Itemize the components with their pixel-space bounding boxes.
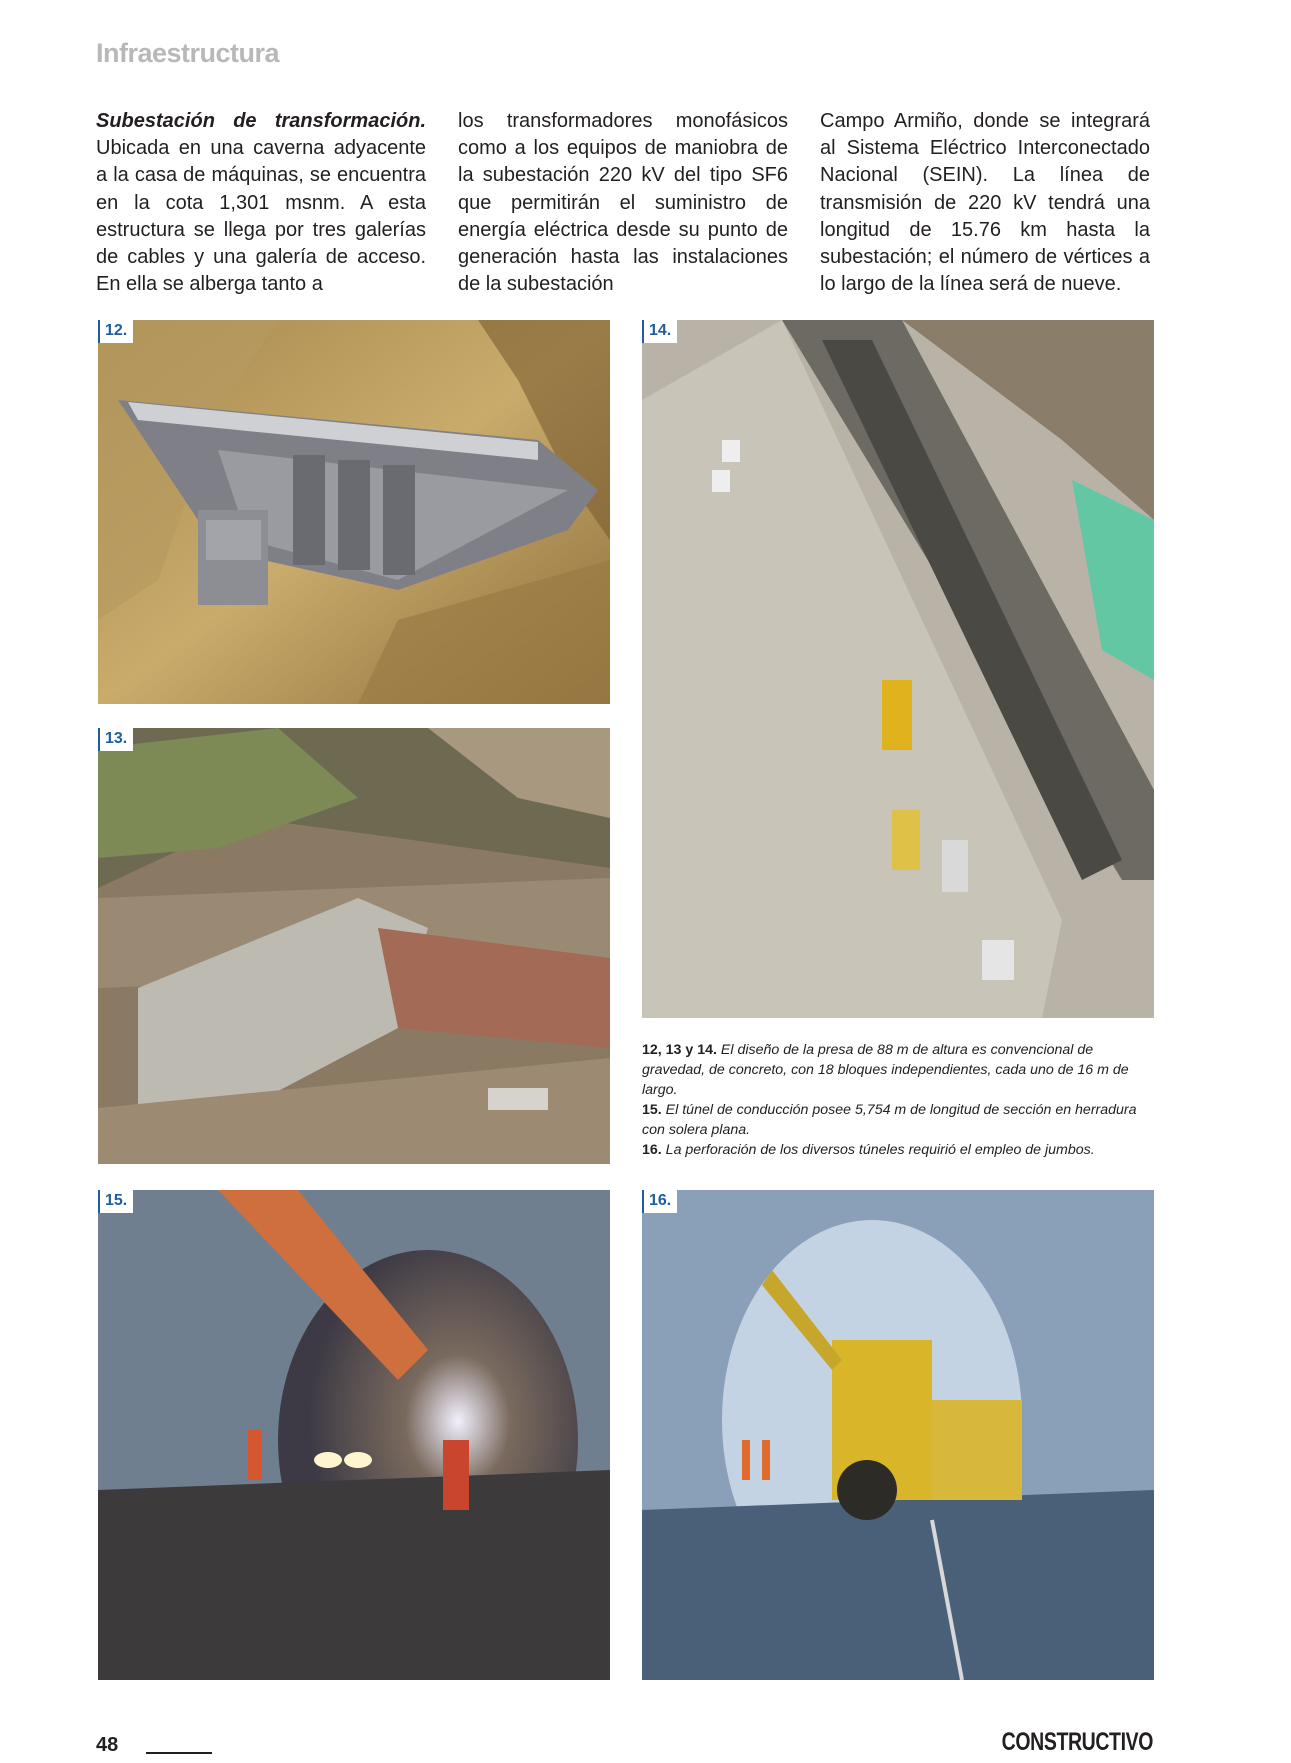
- article-column-2: los transformadores monofásicos como a los equipos de maniobra de la subestación 220 kV del tipo SF6 que permitirán el suministro de energía eléctrica desde su punto de generación hasta las instalaciones de la subestación: [458, 110, 788, 296]
- photo-jumbo-drill: [640, 1190, 1154, 1680]
- page-number: 48: [96, 1734, 119, 1756]
- caption-15: [642, 1100, 1154, 1140]
- photo-number-12: 12.: [98, 320, 133, 343]
- jumbo-drill-image: [642, 1190, 1154, 1680]
- photo-captions: [642, 1040, 1154, 1160]
- photo-number-13: 13.: [98, 728, 133, 751]
- article-column-1: [96, 108, 426, 298]
- photo-dam-construction: [96, 728, 610, 1164]
- dam-construction-image: [98, 728, 610, 1164]
- photo-dam-aerial: [640, 320, 1154, 1018]
- caption-text: El túnel de conducción posee 5,754 m de longitud de sección en herradura con solera plana.: [642, 1102, 1137, 1138]
- photo-dam-render: [96, 320, 610, 704]
- caption-number: 16.: [642, 1142, 662, 1158]
- article-lead: Subestación de transformación.: [96, 110, 426, 132]
- article-column-1-text: Ubicada en una caverna adyacente a la casa de máquinas, se encuentra en la cota 1,301 msnm. A esta estructura se llega por tres galerías de cables y una galería de acceso. En ella se alberga tanto a: [96, 137, 426, 296]
- caption-number: 12, 13 y 14.: [642, 1042, 717, 1058]
- magazine-brand-logo: CONSTRUCTIVO: [1001, 1728, 1153, 1756]
- dam-render-image: [98, 320, 610, 704]
- article-column-3: Campo Armiño, donde se integrará al Sistema Eléctrico Interconectado Nacional (SEIN). La línea de transmisión de 220 kV tendrá una longitud de 15.76 km hasta la subestación; el número de vértices a lo largo de la línea será de nueve.: [820, 110, 1150, 296]
- caption-text: El diseño de la presa de 88 m de altura es convencional de gravedad, de concreto, con 18 bloques independientes, cada uno de 16 m de largo.: [642, 1042, 1129, 1098]
- photo-number-15: 15.: [98, 1190, 133, 1213]
- section-title: Infraestructura: [96, 38, 280, 68]
- footer-rule: [146, 1752, 212, 1754]
- dam-aerial-image: [642, 320, 1154, 1018]
- photo-number-16: 16.: [642, 1190, 677, 1213]
- tunnel-image: [98, 1190, 610, 1680]
- photo-tunnel: [96, 1190, 610, 1680]
- photo-number-14: 14.: [642, 320, 677, 343]
- caption-16: [642, 1140, 1154, 1160]
- caption-12-14: [642, 1040, 1154, 1100]
- caption-number: 15.: [642, 1102, 662, 1118]
- caption-text: La perforación de los diversos túneles requirió el empleo de jumbos.: [661, 1142, 1095, 1158]
